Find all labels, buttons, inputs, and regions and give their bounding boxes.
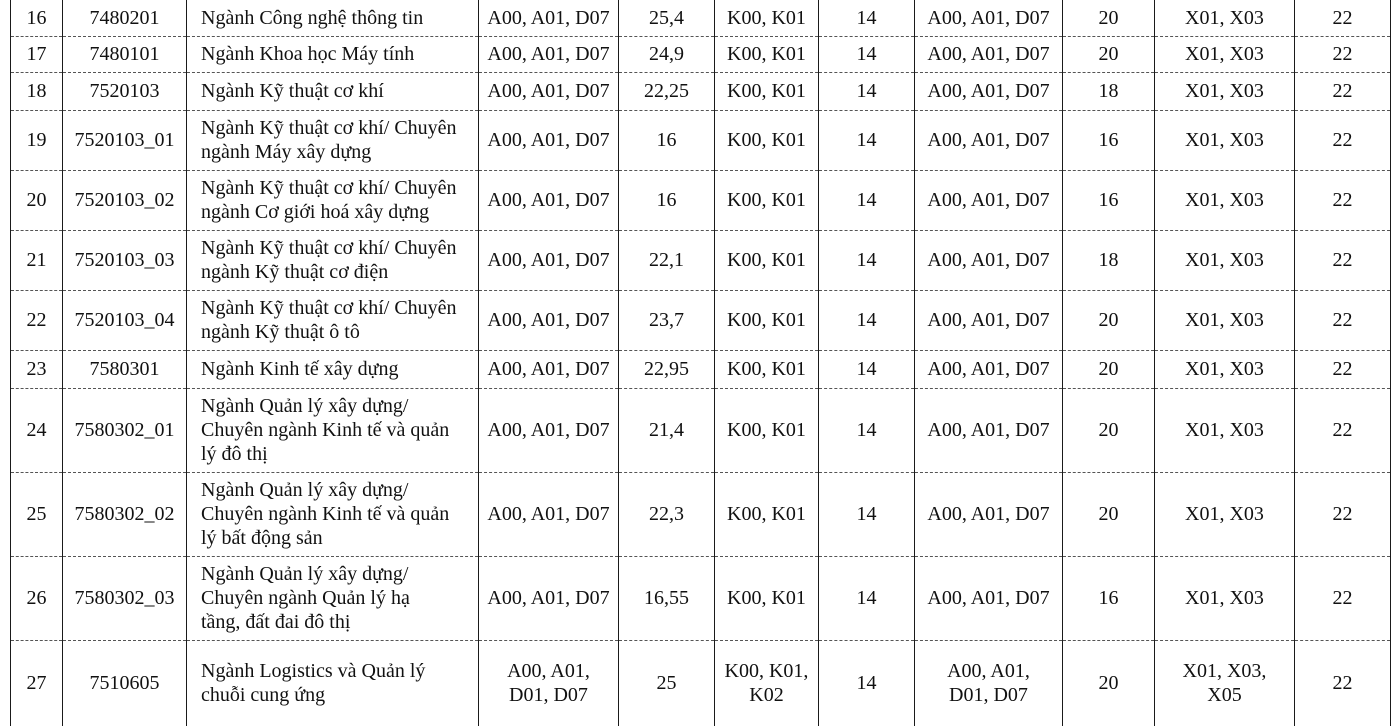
major-name-line: ngành Kỹ thuật cơ điện — [201, 261, 389, 283]
major-name-line: chuỗi cung ứng — [201, 684, 326, 707]
cell-combo-a-line: D01, D07 — [509, 684, 588, 707]
cell-score-a: 21,4 — [619, 388, 715, 472]
cell-combo-a2: A00, A01, D07 — [915, 36, 1063, 72]
cell-combo-k: K00, K01 — [715, 290, 819, 350]
cell-score-a: 22,95 — [619, 350, 715, 388]
cell-combo-x-line: X05 — [1207, 684, 1242, 707]
major-name-line: Ngành Công nghệ thông tin — [201, 6, 424, 29]
major-name-line: tầng, đất đai đô thị — [201, 611, 351, 633]
major-name-line: Chuyên ngành Kinh tế và quản — [201, 419, 450, 441]
cell-score-x: 22 — [1295, 388, 1391, 472]
cell-score-k: 14 — [819, 472, 915, 556]
cell-score-a2: 18 — [1063, 72, 1155, 110]
cell-combo-x: X01, X03 — [1155, 170, 1295, 230]
cell-combo-a: A00, A01, D07 — [479, 170, 619, 230]
admission-scores-table — [10, 0, 1391, 726]
cell-score-k: 14 — [819, 556, 915, 640]
major-name-line: Ngành Kinh tế xây dựng — [201, 358, 399, 380]
cell-major-code: 7480201 — [63, 0, 187, 36]
cell-major-name — [187, 350, 479, 388]
cell-major-code: 7520103_01 — [63, 110, 187, 170]
cell-combo-k: K00, K01 — [715, 170, 819, 230]
table-row — [11, 0, 1391, 36]
cell-score-a: 22,25 — [619, 72, 715, 110]
cell-major-name — [187, 230, 479, 290]
cell-score-a2: 20 — [1063, 640, 1155, 726]
cell-combo-x: X01, X03 — [1155, 72, 1295, 110]
cell-score-x: 22 — [1295, 0, 1391, 36]
cell-combo-k-line: K00, K01, — [724, 660, 809, 683]
major-name-line: lý bất động sản — [201, 527, 323, 549]
cell-stt: 24 — [11, 388, 63, 472]
major-name-line: ngành Cơ giới hoá xây dựng — [201, 201, 430, 223]
cell-major-code: 7580302_01 — [63, 388, 187, 472]
cell-major-name — [187, 110, 479, 170]
cell-combo-a2 — [915, 640, 1063, 726]
major-name-line: lý đô thị — [201, 443, 268, 465]
cell-score-x: 22 — [1295, 472, 1391, 556]
cell-score-k: 14 — [819, 290, 915, 350]
cell-score-a2: 16 — [1063, 110, 1155, 170]
cell-score-x: 22 — [1295, 36, 1391, 72]
cell-combo-k: K00, K01 — [715, 350, 819, 388]
cell-combo-a: A00, A01, D07 — [479, 0, 619, 36]
cell-combo-x: X01, X03 — [1155, 0, 1295, 36]
major-name-line: Ngành Kỹ thuật cơ khí/ Chuyên — [201, 237, 457, 259]
cell-combo-a2: A00, A01, D07 — [915, 0, 1063, 36]
cell-score-a2: 20 — [1063, 36, 1155, 72]
cell-score-a: 25 — [619, 640, 715, 726]
cell-combo-a: A00, A01, D07 — [479, 290, 619, 350]
cell-combo-x: X01, X03 — [1155, 230, 1295, 290]
cell-score-k: 14 — [819, 640, 915, 726]
table-row — [11, 36, 1391, 72]
cell-combo-x: X01, X03 — [1155, 350, 1295, 388]
cell-score-a: 22,1 — [619, 230, 715, 290]
cell-major-name — [187, 290, 479, 350]
cell-combo-a2: A00, A01, D07 — [915, 72, 1063, 110]
cell-combo-k: K00, K01 — [715, 388, 819, 472]
table-body — [11, 0, 1391, 726]
table-row — [11, 72, 1391, 110]
cell-major-name — [187, 170, 479, 230]
cell-score-x: 22 — [1295, 556, 1391, 640]
cell-combo-x: X01, X03 — [1155, 110, 1295, 170]
cell-score-a: 23,7 — [619, 290, 715, 350]
major-name-line: Ngành Kỹ thuật cơ khí — [201, 80, 384, 102]
cell-combo-x — [1155, 640, 1295, 726]
cell-combo-a: A00, A01, D07 — [479, 110, 619, 170]
major-name-line: Ngành Quản lý xây dựng/ — [201, 395, 409, 417]
cell-combo-x: X01, X03 — [1155, 472, 1295, 556]
cell-major-code: 7520103_04 — [63, 290, 187, 350]
cell-combo-a2-line: A00, A01, — [947, 660, 1030, 683]
cell-score-k: 14 — [819, 350, 915, 388]
cell-score-a2: 20 — [1063, 350, 1155, 388]
cell-score-x: 22 — [1295, 290, 1391, 350]
cell-combo-k — [715, 640, 819, 726]
major-name-line: Chuyên ngành Quản lý hạ — [201, 587, 410, 609]
cell-stt: 17 — [11, 36, 63, 72]
major-name-line: Ngành Logistics và Quản lý — [201, 660, 426, 683]
cell-stt: 21 — [11, 230, 63, 290]
table-row — [11, 290, 1391, 350]
cell-combo-a2: A00, A01, D07 — [915, 350, 1063, 388]
cell-combo-a-line: A00, A01, — [507, 660, 590, 683]
cell-combo-a2: A00, A01, D07 — [915, 290, 1063, 350]
cell-combo-a: A00, A01, D07 — [479, 72, 619, 110]
cell-stt: 26 — [11, 556, 63, 640]
table-row — [11, 350, 1391, 388]
cell-combo-k: K00, K01 — [715, 230, 819, 290]
cell-score-k: 14 — [819, 36, 915, 72]
cell-major-name — [187, 36, 479, 72]
cell-major-code: 7520103 — [63, 72, 187, 110]
cell-combo-x: X01, X03 — [1155, 556, 1295, 640]
cell-score-a2: 16 — [1063, 170, 1155, 230]
cell-major-code: 7520103_02 — [63, 170, 187, 230]
cell-combo-x: X01, X03 — [1155, 36, 1295, 72]
cell-stt: 16 — [11, 0, 63, 36]
cell-score-k: 14 — [819, 388, 915, 472]
major-name-line: ngành Máy xây dựng — [201, 141, 372, 163]
cell-combo-k: K00, K01 — [715, 556, 819, 640]
cell-score-a2: 20 — [1063, 388, 1155, 472]
cell-major-name — [187, 556, 479, 640]
cell-combo-k-line: K02 — [749, 684, 784, 707]
major-name-line: Ngành Khoa học Máy tính — [201, 43, 415, 65]
cell-combo-x-line: X01, X03, — [1182, 660, 1267, 683]
cell-score-a: 16,55 — [619, 556, 715, 640]
cell-score-x: 22 — [1295, 230, 1391, 290]
table-row — [11, 388, 1391, 472]
cell-major-name — [187, 640, 479, 726]
cell-stt: 20 — [11, 170, 63, 230]
cell-score-k: 14 — [819, 110, 915, 170]
cell-score-x: 22 — [1295, 170, 1391, 230]
cell-stt: 27 — [11, 640, 63, 726]
cell-major-name — [187, 472, 479, 556]
cell-major-name — [187, 388, 479, 472]
cell-score-a2: 20 — [1063, 472, 1155, 556]
cell-score-k: 14 — [819, 230, 915, 290]
table-row — [11, 556, 1391, 640]
cell-combo-k: K00, K01 — [715, 472, 819, 556]
table-row — [11, 640, 1391, 726]
major-name-line: Ngành Kỹ thuật cơ khí/ Chuyên — [201, 117, 457, 139]
cell-score-a2: 18 — [1063, 230, 1155, 290]
cell-score-a: 24,9 — [619, 36, 715, 72]
cell-combo-x: X01, X03 — [1155, 388, 1295, 472]
cell-major-code: 7520103_03 — [63, 230, 187, 290]
cell-stt: 18 — [11, 72, 63, 110]
cell-combo-k: K00, K01 — [715, 0, 819, 36]
cell-combo-a: A00, A01, D07 — [479, 36, 619, 72]
cell-combo-a2-line: D01, D07 — [949, 684, 1028, 707]
cell-score-a: 25,4 — [619, 0, 715, 36]
cell-score-x: 22 — [1295, 640, 1391, 726]
cell-score-k: 14 — [819, 170, 915, 230]
cell-score-a: 16 — [619, 110, 715, 170]
cell-score-x: 22 — [1295, 110, 1391, 170]
cell-combo-a: A00, A01, D07 — [479, 556, 619, 640]
cell-combo-a2: A00, A01, D07 — [915, 170, 1063, 230]
cell-score-x: 22 — [1295, 72, 1391, 110]
major-name-line: Ngành Quản lý xây dựng/ — [201, 479, 409, 501]
cell-stt: 23 — [11, 350, 63, 388]
cell-combo-a: A00, A01, D07 — [479, 230, 619, 290]
cell-combo-a2: A00, A01, D07 — [915, 388, 1063, 472]
major-name-line: Ngành Quản lý xây dựng/ — [201, 563, 409, 585]
table-row — [11, 472, 1391, 556]
table-row — [11, 170, 1391, 230]
cell-score-k: 14 — [819, 0, 915, 36]
cell-stt: 19 — [11, 110, 63, 170]
cell-major-code: 7480101 — [63, 36, 187, 72]
cell-score-a: 22,3 — [619, 472, 715, 556]
cell-combo-a — [479, 640, 619, 726]
cell-score-x: 22 — [1295, 350, 1391, 388]
cell-stt: 25 — [11, 472, 63, 556]
major-name-line: Chuyên ngành Kinh tế và quản — [201, 503, 450, 525]
major-name-line: Ngành Kỹ thuật cơ khí/ Chuyên — [201, 177, 457, 199]
cell-combo-x: X01, X03 — [1155, 290, 1295, 350]
cell-major-name — [187, 72, 479, 110]
cell-combo-a2: A00, A01, D07 — [915, 556, 1063, 640]
cell-combo-k: K00, K01 — [715, 36, 819, 72]
cell-major-name — [187, 0, 479, 36]
cell-combo-a: A00, A01, D07 — [479, 388, 619, 472]
cell-major-code: 7580302_02 — [63, 472, 187, 556]
cell-score-a2: 16 — [1063, 556, 1155, 640]
cell-score-k: 14 — [819, 72, 915, 110]
cell-score-a: 16 — [619, 170, 715, 230]
cell-combo-k: K00, K01 — [715, 72, 819, 110]
cell-score-a2: 20 — [1063, 290, 1155, 350]
cell-combo-k: K00, K01 — [715, 110, 819, 170]
cell-major-code: 7580302_03 — [63, 556, 187, 640]
cell-combo-a: A00, A01, D07 — [479, 472, 619, 556]
cell-major-code: 7510605 — [63, 640, 187, 726]
cell-combo-a2: A00, A01, D07 — [915, 110, 1063, 170]
major-name-line: Ngành Kỹ thuật cơ khí/ Chuyên — [201, 297, 457, 319]
table-row — [11, 230, 1391, 290]
cell-score-a2: 20 — [1063, 0, 1155, 36]
cell-combo-a: A00, A01, D07 — [479, 350, 619, 388]
cell-combo-a2: A00, A01, D07 — [915, 230, 1063, 290]
cell-major-code: 7580301 — [63, 350, 187, 388]
table-row — [11, 110, 1391, 170]
cell-stt: 22 — [11, 290, 63, 350]
cell-combo-a2: A00, A01, D07 — [915, 472, 1063, 556]
major-name-line: ngành Kỹ thuật ô tô — [201, 321, 360, 343]
